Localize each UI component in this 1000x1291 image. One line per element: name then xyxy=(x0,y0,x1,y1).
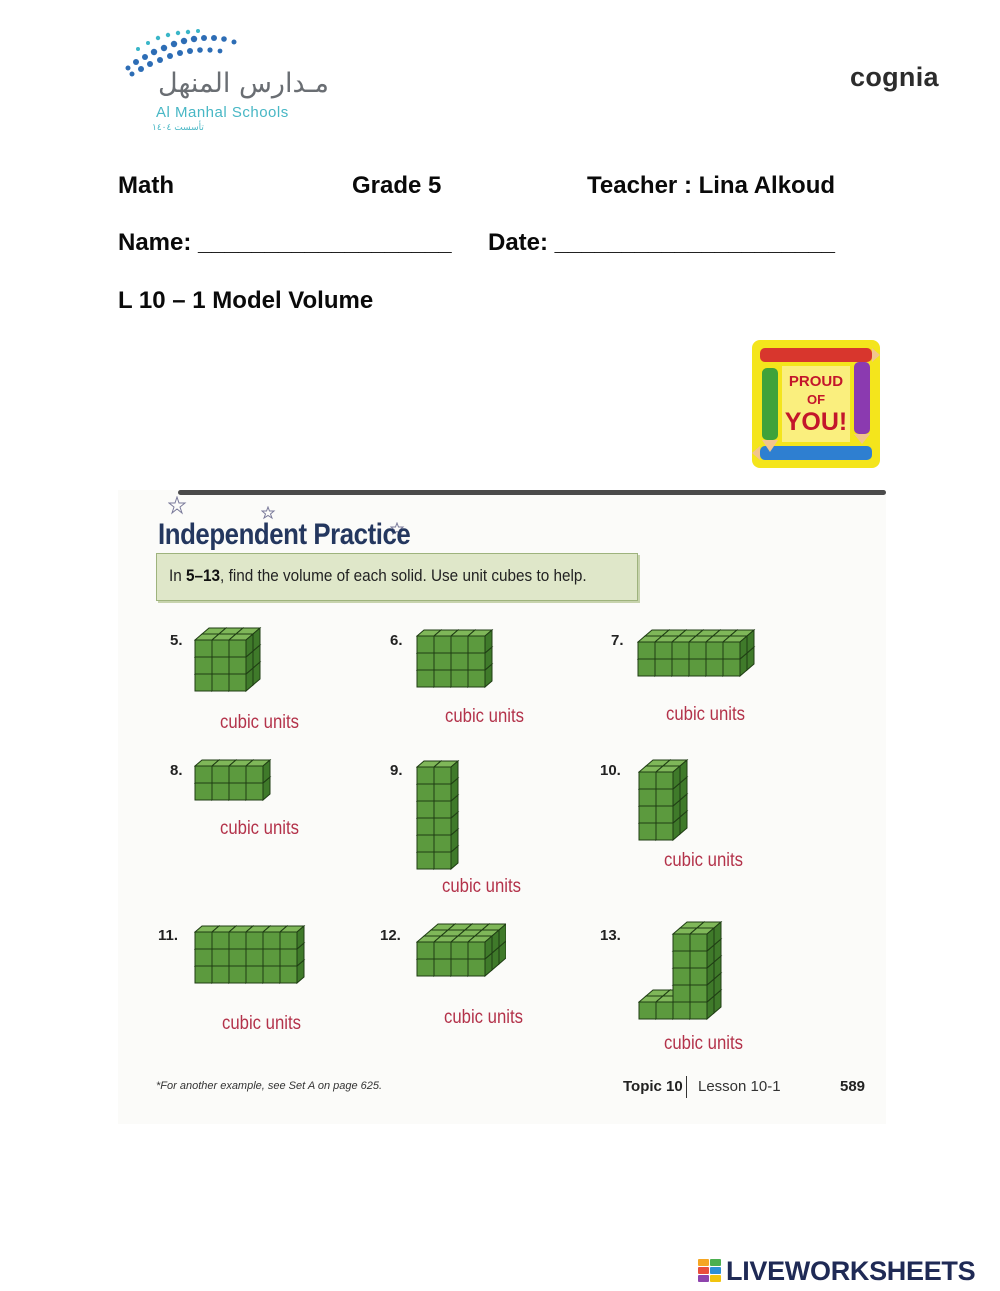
unit-label: cubic units xyxy=(445,706,525,727)
teacher-label: Teacher : Lina Alkoud xyxy=(587,172,836,199)
unit-cube-face xyxy=(639,789,656,806)
unit-cube-face xyxy=(212,949,229,966)
cube-solid xyxy=(416,629,506,709)
unit-cube-face xyxy=(246,783,263,800)
unit-cube-face xyxy=(195,783,212,800)
name-field[interactable]: Name: ___________________ xyxy=(118,229,452,256)
cube-solid xyxy=(637,629,757,699)
unit-cube-face xyxy=(229,674,246,691)
exercise-12 xyxy=(380,927,560,1047)
exercise-6 xyxy=(390,632,570,742)
cube-solid xyxy=(194,759,284,819)
unit-cube-face xyxy=(655,659,672,676)
unit-cube-face xyxy=(417,818,434,835)
unit-label: cubic units xyxy=(664,1033,744,1054)
unit-label: cubic units xyxy=(442,876,522,897)
unit-cube-face xyxy=(434,942,451,959)
unit-cube-face xyxy=(212,966,229,983)
unit-label: cubic units xyxy=(220,712,300,733)
unit-cube-face xyxy=(690,951,707,968)
unit-cube-face xyxy=(246,966,263,983)
unit-cube-face xyxy=(468,959,485,976)
exercise-number: 13. xyxy=(600,927,621,944)
unit-cube-face xyxy=(195,640,212,657)
unit-label: cubic units xyxy=(666,704,746,725)
unit-cube-face xyxy=(229,766,246,783)
unit-label: cubic units xyxy=(222,1013,302,1034)
unit-cube-face xyxy=(212,766,229,783)
unit-cube-face xyxy=(656,789,673,806)
unit-cube-face xyxy=(672,642,689,659)
unit-cube-face xyxy=(451,636,468,653)
unit-cube-face xyxy=(417,636,434,653)
unit-cube-face xyxy=(468,670,485,687)
unit-cube-face xyxy=(656,823,673,840)
footnote: *For another example, see Set A on page 625. xyxy=(156,1080,383,1092)
unit-cube-face xyxy=(434,852,451,869)
unit-cube-face xyxy=(639,1002,656,1019)
unit-cube-face xyxy=(639,772,656,789)
unit-cube-face xyxy=(638,642,655,659)
cube-solid xyxy=(638,921,748,1021)
cube-solid xyxy=(194,925,324,1005)
unit-cube-face xyxy=(417,670,434,687)
unit-cube-face xyxy=(229,657,246,674)
unit-cube-face xyxy=(434,670,451,687)
unit-cube-face xyxy=(690,934,707,951)
unit-cube-face xyxy=(246,766,263,783)
unit-cube-face xyxy=(212,674,229,691)
unit-cube-face xyxy=(229,949,246,966)
unit-cube-face xyxy=(417,653,434,670)
unit-cube-face xyxy=(673,1002,690,1019)
lesson-title: L 10 – 1 Model Volume xyxy=(118,287,374,314)
instruction-suffix: , find the volume of each solid. Use unit cubes to help. xyxy=(220,566,587,585)
unit-cube-face xyxy=(673,934,690,951)
unit-cube-face xyxy=(434,801,451,818)
unit-label: cubic units xyxy=(220,818,300,839)
unit-cube-face xyxy=(468,653,485,670)
practice-title: Independent Practice xyxy=(158,518,411,551)
cognia-logo: cognia xyxy=(850,62,939,92)
unit-cube-face xyxy=(195,674,212,691)
footer-divider xyxy=(686,1076,687,1098)
proud-of-you-sticker xyxy=(752,340,880,468)
instruction-text xyxy=(169,566,587,586)
unit-cube-face xyxy=(263,932,280,949)
exercise-9 xyxy=(390,762,570,912)
exercise-13 xyxy=(600,927,800,1067)
exercise-number: 8. xyxy=(170,762,183,779)
unit-cube-face xyxy=(468,636,485,653)
unit-cube-face xyxy=(417,942,434,959)
liveworksheets-icon xyxy=(698,1259,722,1283)
grade-label: Grade 5 xyxy=(352,172,442,199)
unit-cube-face xyxy=(212,640,229,657)
exercise-7 xyxy=(611,632,811,742)
exercise-number: 5. xyxy=(170,632,183,649)
unit-cube-face xyxy=(690,1002,707,1019)
date-field[interactable]: Date: _____________________ xyxy=(488,229,835,256)
unit-cube-face xyxy=(263,966,280,983)
exercise-number: 6. xyxy=(390,632,403,649)
liveworksheets-logo xyxy=(698,1256,994,1286)
unit-cube-face xyxy=(689,642,706,659)
unit-cube-face xyxy=(638,659,655,676)
unit-cube-face xyxy=(229,966,246,983)
unit-cube-face xyxy=(468,942,485,959)
cube-solid xyxy=(416,923,506,998)
unit-cube-face xyxy=(434,636,451,653)
instruction-box xyxy=(156,553,638,601)
unit-cube-face xyxy=(451,942,468,959)
textbook-image xyxy=(118,490,886,1124)
unit-cube-face xyxy=(434,959,451,976)
unit-cube-face xyxy=(417,852,434,869)
cube-solid xyxy=(638,759,708,849)
unit-cube-face xyxy=(195,766,212,783)
unit-cube-face xyxy=(246,949,263,966)
unit-label: cubic units xyxy=(444,1007,524,1028)
unit-cube-face xyxy=(434,784,451,801)
unit-cube-face xyxy=(655,642,672,659)
unit-cube-face xyxy=(195,949,212,966)
sticker-line-3: YOU! xyxy=(784,408,848,436)
exercise-number: 10. xyxy=(600,762,621,779)
unit-cube-face xyxy=(690,968,707,985)
unit-cube-face xyxy=(195,657,212,674)
unit-cube-face xyxy=(451,670,468,687)
unit-cube-face xyxy=(229,783,246,800)
unit-cube-face xyxy=(656,772,673,789)
unit-cube-face xyxy=(212,657,229,674)
cube-solid xyxy=(416,760,466,872)
unit-cube-face xyxy=(451,959,468,976)
cube-solid xyxy=(194,627,274,707)
unit-cube-face xyxy=(212,783,229,800)
unit-cube-face xyxy=(639,823,656,840)
unit-cube-face xyxy=(280,949,297,966)
sticker-line-1: PROUD xyxy=(788,373,844,390)
unit-cube-face xyxy=(639,806,656,823)
unit-cube-face xyxy=(434,835,451,852)
footer-topic: Topic 10 xyxy=(623,1078,683,1095)
unit-cube-face xyxy=(417,801,434,818)
page-top-rule xyxy=(178,490,886,495)
school-established: تأسست ١٤٠٤ xyxy=(152,123,204,133)
exercise-10 xyxy=(600,762,800,882)
unit-cube-face xyxy=(195,932,212,949)
unit-cube-face xyxy=(417,835,434,852)
instruction-prefix: In xyxy=(169,566,187,585)
unit-cube-face xyxy=(417,784,434,801)
unit-cube-face xyxy=(417,767,434,784)
unit-cube-face xyxy=(723,659,740,676)
unit-cube-face xyxy=(417,959,434,976)
unit-cube-face xyxy=(672,659,689,676)
page-number: 589 xyxy=(840,1078,866,1095)
sticker-line-2: OF xyxy=(806,392,826,407)
unit-cube-face xyxy=(263,949,280,966)
school-name-english: Al Manhal Schools xyxy=(156,104,289,121)
school-logo xyxy=(118,28,348,140)
instruction-range: 5–13 xyxy=(186,566,221,585)
exercise-number: 7. xyxy=(611,632,624,649)
exercise-8 xyxy=(170,762,350,862)
exercise-number: 11. xyxy=(158,927,179,944)
unit-cube-face xyxy=(212,932,229,949)
unit-cube-face xyxy=(229,932,246,949)
unit-cube-face xyxy=(706,642,723,659)
unit-cube-face xyxy=(673,968,690,985)
unit-cube-face xyxy=(656,806,673,823)
unit-cube-face xyxy=(673,951,690,968)
unit-cube-face xyxy=(246,932,263,949)
unit-cube-face xyxy=(723,642,740,659)
exercise-number: 9. xyxy=(390,762,403,779)
unit-cube-face xyxy=(229,640,246,657)
exercise-5 xyxy=(170,632,350,742)
liveworksheets-text: LIVEWORKSHEETS xyxy=(726,1256,976,1286)
school-name-arabic: مـدارس المنهل xyxy=(158,68,330,99)
unit-cube-face xyxy=(689,659,706,676)
exercise-11 xyxy=(158,927,358,1047)
unit-cube-face xyxy=(656,1002,673,1019)
unit-cube-face xyxy=(195,966,212,983)
unit-cube-face xyxy=(280,966,297,983)
exercise-number: 12. xyxy=(380,927,401,944)
unit-cube-face xyxy=(434,653,451,670)
footer-lesson: Lesson 10-1 xyxy=(698,1078,781,1095)
unit-cube-face xyxy=(451,653,468,670)
unit-cube-face xyxy=(690,985,707,1002)
unit-cube-face xyxy=(434,767,451,784)
unit-label: cubic units xyxy=(664,850,744,871)
unit-cube-face xyxy=(280,932,297,949)
unit-cube-face xyxy=(673,985,690,1002)
unit-cube-face xyxy=(434,818,451,835)
unit-cube-face xyxy=(706,659,723,676)
subject-label: Math xyxy=(118,172,174,199)
